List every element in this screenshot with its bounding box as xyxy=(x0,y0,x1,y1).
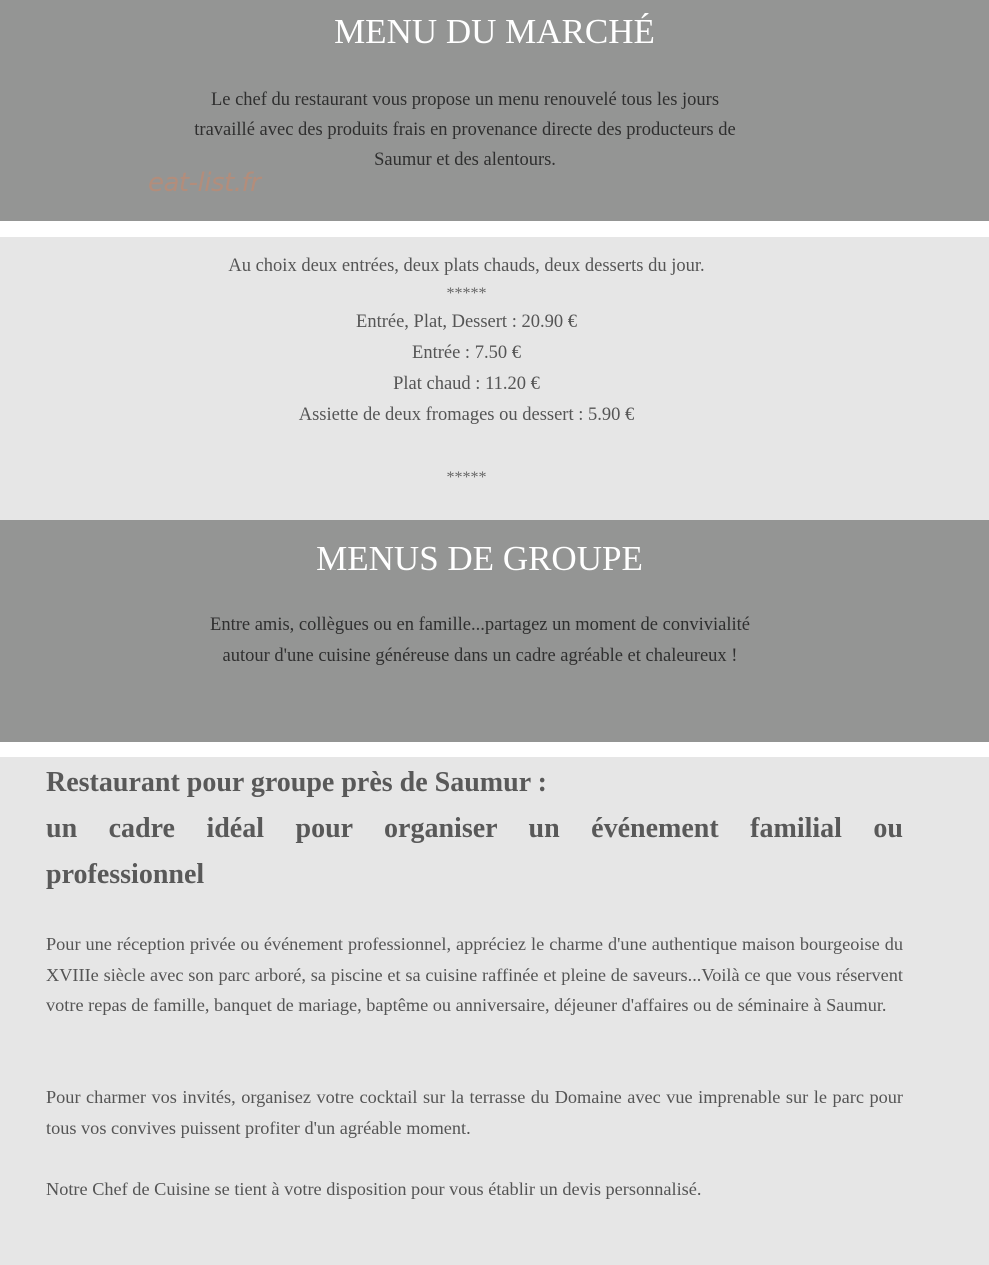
menu-separator-end: ***** xyxy=(446,469,487,486)
heading-line3: professionnel xyxy=(46,859,205,890)
marche-intro-line3: Saumur et des alentours. xyxy=(374,150,556,170)
menu-end xyxy=(0,465,961,491)
restaurant-section xyxy=(0,757,989,1265)
menu-lines xyxy=(0,251,961,282)
groupe-intro xyxy=(140,610,820,672)
menu-details-section xyxy=(0,237,989,520)
paragraph-devis: Notre Chef de Cuisine se tient à votre disposition pour vous établir un devis personnalisé. xyxy=(46,1179,702,1199)
marche-title: MENU DU MARCHÉ xyxy=(334,12,655,51)
groupe-intro-line1: Entre amis, collègues ou en famille...partagez un moment de convivialité xyxy=(210,615,750,635)
menu-item: Entrée : 7.50 € xyxy=(412,343,521,363)
menu-choice: Au choix deux entrées, deux plats chauds, deux desserts du jour. xyxy=(228,256,705,276)
watermark-logo: eat-list.fr xyxy=(148,168,261,198)
marche-intro-line1: Le chef du restaurant vous propose un menu renouvelé tous les jours xyxy=(210,90,720,110)
heading-line2: un cadre idéal pour organiser un événement familial ou xyxy=(46,813,903,844)
groupe-title: MENUS DE GROUPE xyxy=(316,539,643,578)
menu-separator: ***** xyxy=(446,285,487,302)
heading-line1: Restaurant pour groupe près de Saumur : xyxy=(46,767,547,798)
menu-item: Entrée, Plat, Dessert : 20.90 € xyxy=(356,312,577,332)
paragraph-cocktail: Pour charmer vos invités, organisez votre cocktail sur la terrasse du Domaine avec vue imprenable sur le parc pour tous vos convives puissent profiter d'un agréable moment. xyxy=(46,1087,903,1138)
restaurant-heading xyxy=(46,760,903,898)
menu-item: Assiette de deux fromages ou dessert : 5.90 € xyxy=(298,405,635,425)
groupe-section xyxy=(0,520,989,742)
marche-section xyxy=(0,0,989,221)
marche-intro-line2: travaillé avec des produits frais en provenance directe des producteurs de xyxy=(194,120,736,140)
marche-intro xyxy=(120,85,810,175)
menu-item: Plat chaud : 11.20 € xyxy=(393,374,540,394)
paragraph-reception: Pour une réception privée ou événement professionnel, appréciez le charme d'une authentique maison bourgeoise du XVIIIe siècle avec son parc arboré, sa piscine et sa cuisine raffinée et pleine de saveurs...Voilà ce que vous réservent votre repas de famille, banquet de mariage, baptême ou anniversaire, déjeuner d'affaires ou de séminaire à Saumur. xyxy=(46,934,903,1015)
menu-list xyxy=(0,281,961,431)
groupe-intro-line2: autour d'une cuisine généreuse dans un cadre agréable et chaleureux ! xyxy=(222,646,738,666)
